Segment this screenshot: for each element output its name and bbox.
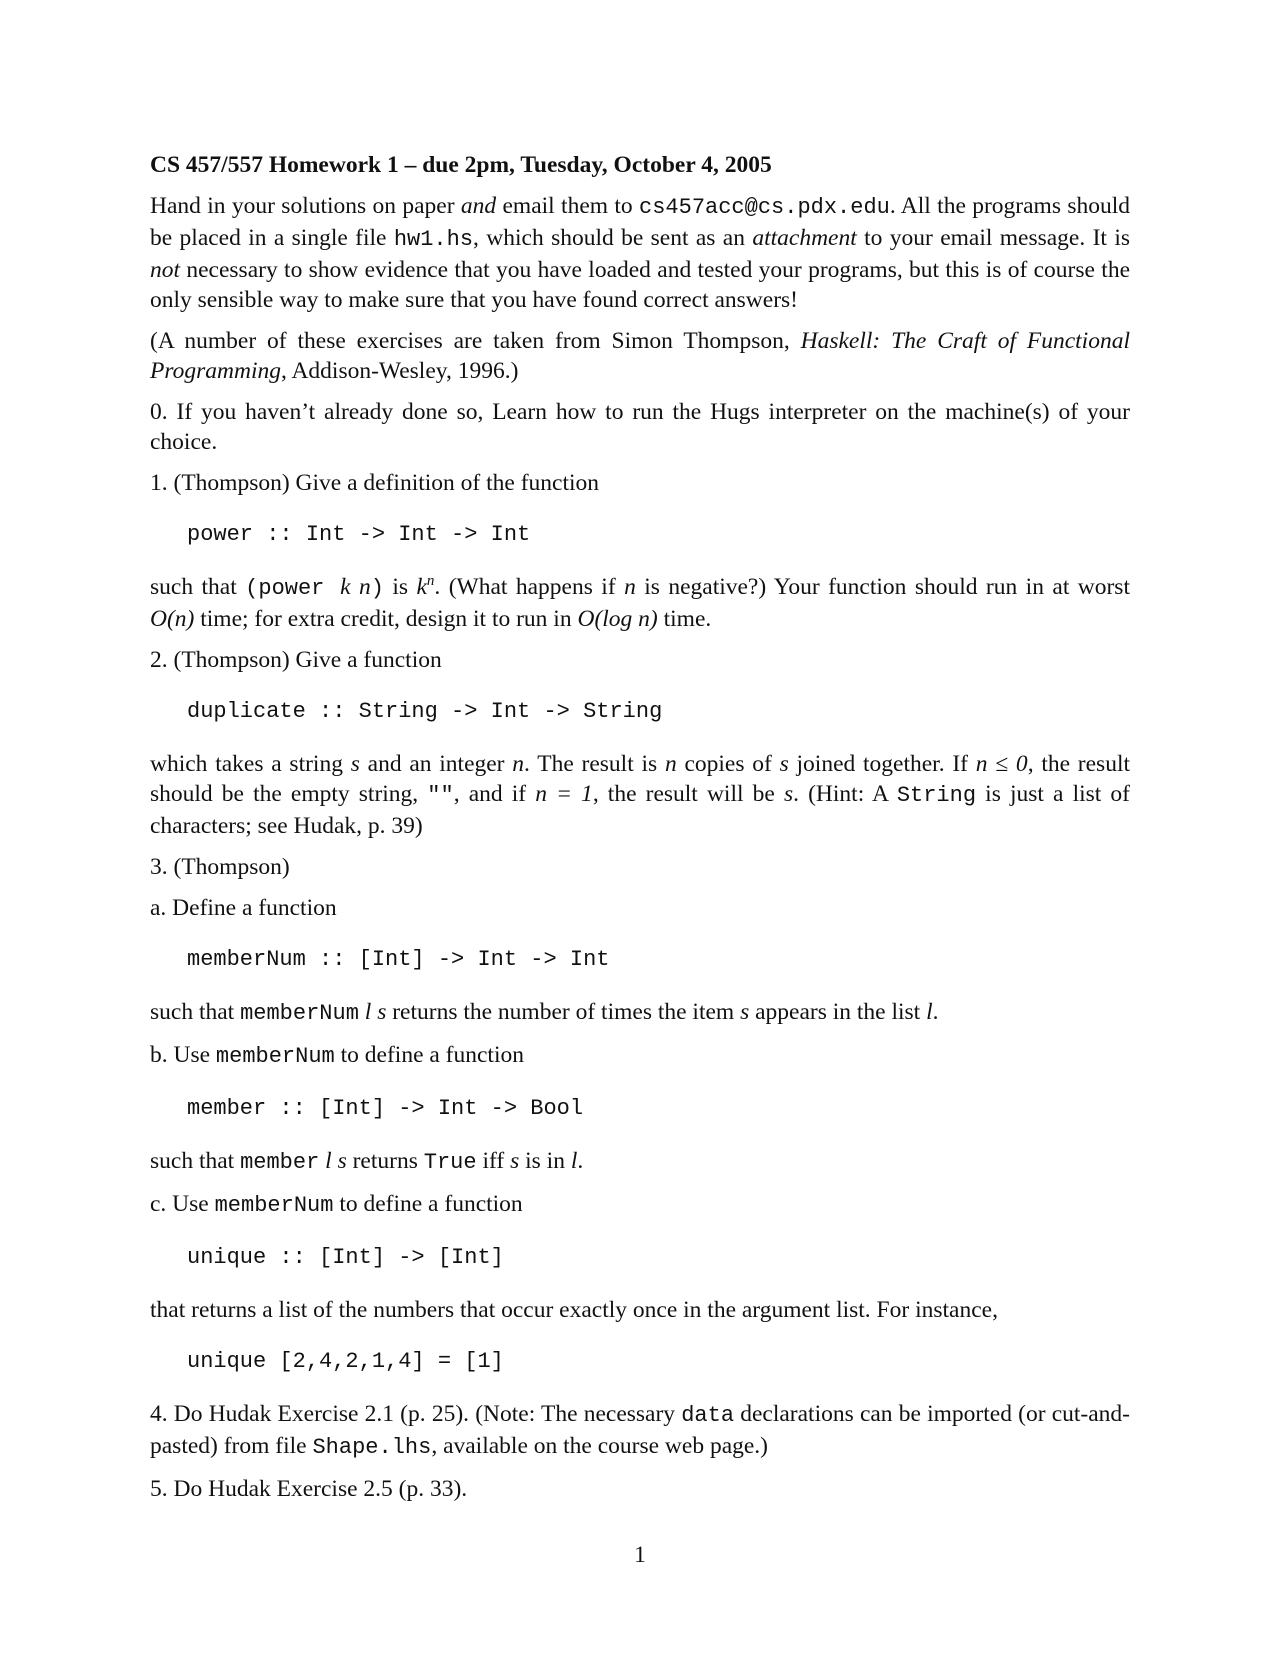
book-title: Haskell: The Craft of Functional Programming	[150, 328, 1130, 384]
text: . (Hint: A	[793, 781, 897, 807]
question-3c	[150, 1189, 1130, 1221]
question-3a: a. Define a function	[150, 895, 337, 921]
code-inline: data	[681, 1403, 735, 1428]
code-inline: ""	[427, 783, 454, 808]
math-var: s	[783, 781, 794, 807]
math-var: k	[340, 574, 351, 600]
text: . (What happens if	[434, 574, 625, 600]
question-2-description	[150, 749, 1130, 841]
text: c. Use	[150, 1191, 215, 1217]
question-2: 2. (Thompson) Give a function	[150, 647, 442, 673]
code-inline: memberNum	[214, 1193, 334, 1218]
code-unique: unique :: [Int] -> [Int]	[187, 1245, 504, 1270]
text: . The result is	[524, 751, 665, 777]
text: , available on the course web page.)	[431, 1433, 769, 1459]
text: .	[932, 999, 939, 1025]
text: to define a function	[333, 1191, 523, 1217]
intro-text: , which should be sent as an	[473, 225, 753, 251]
text: declarations can be imported (or cut-and-pasted) from file	[150, 1401, 1130, 1459]
code-inline: member	[240, 1150, 320, 1175]
intro-text: . All the programs should be placed in a single file	[150, 193, 1130, 251]
code-inline: Shape.lhs	[312, 1435, 432, 1460]
code-inline: memberNum	[215, 1044, 335, 1069]
text: time; for extra credit, design it to run in	[194, 606, 578, 632]
math-var: s	[337, 1148, 347, 1174]
intro-paragraph	[150, 191, 1130, 315]
math-var: n	[359, 574, 371, 600]
question-0: 0. If you haven’t already done so, Learn how to run the Hugs interpreter on the machine(s) of your choice.	[150, 399, 1130, 455]
question-3: 3. (Thompson)	[150, 854, 290, 880]
text: joined together. If	[788, 751, 976, 777]
intro-text: email them to	[496, 193, 640, 219]
code-inline: )	[370, 576, 384, 601]
page-title: CS 457/557 Homework 1 – due 2pm, Tuesday, October 4, 2005	[150, 152, 772, 178]
math-var: k	[416, 574, 427, 600]
code-inline: memberNum	[240, 1001, 359, 1026]
source-text: (A number of these exercises are taken from Simon Thompson,	[150, 328, 801, 354]
code-inline: String	[896, 783, 977, 808]
question-4	[150, 1399, 1130, 1463]
text: is just a list of characters; see Hudak, p. 39)	[150, 781, 1130, 839]
text: returns the number of times the item	[386, 999, 741, 1025]
math-var: n	[664, 751, 677, 777]
code-unique-example: unique [2,4,2,1,4] = [1]	[187, 1349, 504, 1374]
math-expr: n = 1	[535, 781, 593, 807]
math-var: s	[510, 1148, 520, 1174]
question-3c-description: that returns a list of the numbers that occur exactly once in the argument list. For instance,	[150, 1297, 998, 1323]
math-var: l	[325, 1148, 332, 1174]
code-inline: (power	[245, 576, 341, 601]
intro-emphasis-and: and	[460, 193, 497, 219]
math-exponent: n	[426, 573, 435, 590]
text: such that	[150, 1148, 241, 1174]
intro-text: Hand in your solutions on paper	[150, 193, 461, 219]
math-var: n	[512, 751, 525, 777]
intro-emphasis-attachment: attachment	[752, 225, 857, 251]
email-address: cs457acc@cs.pdx.edu	[639, 195, 890, 220]
math-expr: O(log n)	[577, 606, 658, 632]
intro-text: to your email message. It is	[856, 225, 1130, 251]
code-duplicate: duplicate :: String -> Int -> String	[187, 699, 663, 724]
text: .	[577, 1148, 584, 1174]
math-var: n	[624, 574, 636, 600]
text: which takes a string	[150, 751, 351, 777]
code-power: power :: Int -> Int -> Int	[187, 522, 531, 547]
text: b. Use	[150, 1042, 216, 1068]
document-page	[150, 150, 1130, 1515]
math-var: l	[364, 999, 372, 1025]
question-1-description	[150, 572, 1130, 634]
text: copies of	[676, 751, 780, 777]
question-3b	[150, 1040, 1130, 1072]
intro-emphasis-not: not	[150, 257, 181, 283]
math-expr: O(n)	[150, 606, 195, 632]
text: , the result should be the empty string,	[150, 751, 1131, 807]
text: such that	[150, 574, 246, 600]
code-inline: True	[423, 1150, 477, 1175]
filename: hw1.hs	[393, 227, 474, 252]
question-3b-description	[150, 1146, 1130, 1178]
math-var: s	[377, 999, 387, 1025]
text: time.	[657, 606, 712, 632]
text: is in	[519, 1148, 571, 1174]
question-1: 1. (Thompson) Give a definition of the function	[150, 470, 600, 496]
text: returns	[346, 1148, 424, 1174]
text: is	[383, 574, 417, 600]
text: such that	[150, 999, 241, 1025]
question-3a-description	[150, 997, 1130, 1029]
text: 4. Do Hudak Exercise 2.1 (p. 25). (Note: The necessary	[150, 1401, 682, 1427]
math-var: l	[926, 999, 933, 1025]
text: , the result will be	[592, 781, 784, 807]
text: appears in the list	[749, 999, 927, 1025]
code-membernum: memberNum :: [Int] -> Int -> Int	[187, 947, 610, 972]
text: to define a function	[334, 1042, 524, 1068]
math-var: s	[740, 999, 750, 1025]
text: and an integer	[359, 751, 513, 777]
code-member: member :: [Int] -> Int -> Bool	[187, 1096, 584, 1121]
text: , and if	[453, 781, 536, 807]
math-expr: n ≤ 0	[975, 751, 1028, 777]
source-text: , Addison-Wesley, 1996.)	[281, 358, 519, 384]
math-var: s	[350, 751, 360, 777]
text: iff	[476, 1148, 511, 1174]
math-var: s	[779, 751, 789, 777]
intro-text: necessary to show evidence that you have loaded and tested your programs, but this is of course the only sensible way to make sure that you have found correct answers!	[150, 257, 1130, 313]
text: is negative?) Your function should run in at worst	[635, 574, 1130, 600]
math-var: l	[570, 1148, 578, 1174]
question-5: 5. Do Hudak Exercise 2.5 (p. 33).	[150, 1476, 468, 1502]
source-paragraph	[150, 326, 1130, 386]
page-number: 1	[634, 1542, 646, 1568]
